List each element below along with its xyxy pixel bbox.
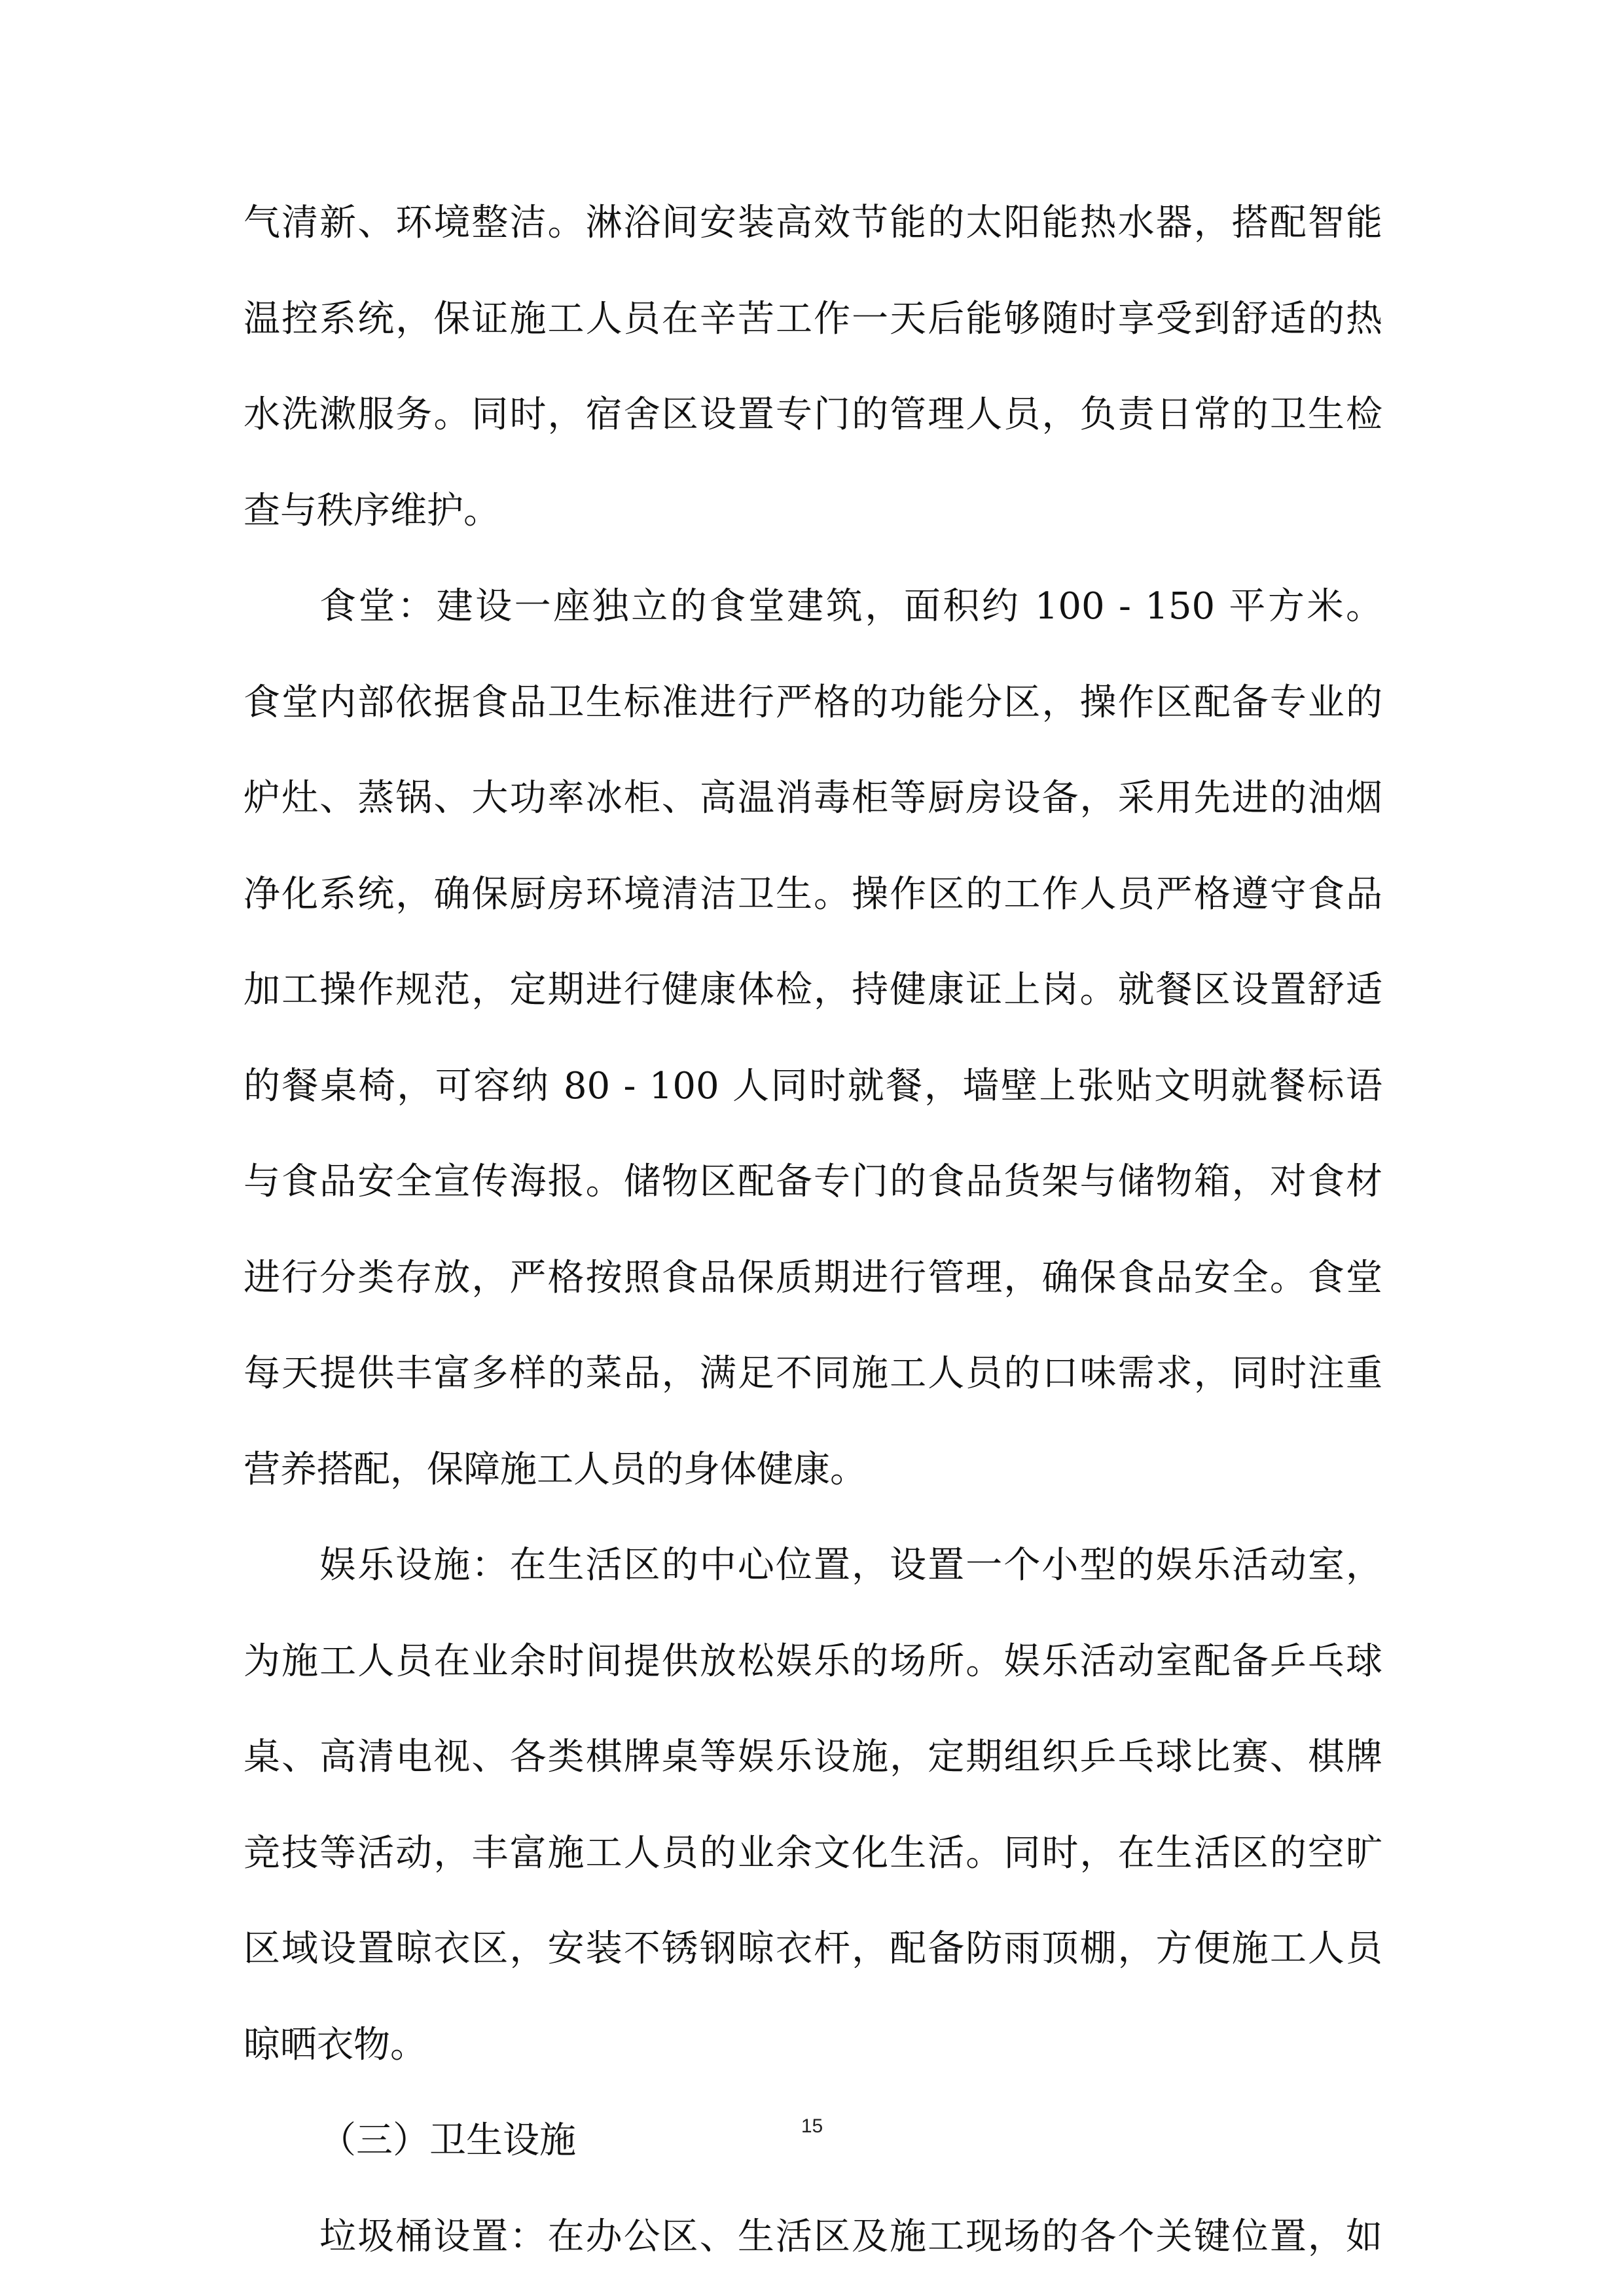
text-line: 炉灶、蒸锅、大功率冰柜、高温消毒柜等厨房设备，采用先进的油烟 (244, 777, 1382, 819)
text-line: 区域设置晾衣区，安装不锈钢晾衣杆，配备防雨顶棚，方便施工人员 (244, 1928, 1382, 1970)
paragraph-start-entertainment: 娱乐设施：在生活区的中心位置，设置一个小型的娱乐活动室， (319, 1544, 1382, 1587)
text-line: 净化系统，确保厨房环境清洁卫生。操作区的工作人员严格遵守食品 (244, 872, 1382, 916)
paragraph-start-canteen: 食堂：建设一座独立的食堂建筑，面积约 100 - 150 平方米。 (319, 585, 1382, 628)
text-line: 气清新、环境整洁。淋浴间安装高效节能的太阳能热水器，搭配智能 (244, 202, 1382, 244)
text-line: 的餐桌椅，可容纳 80 - 100 人同时就餐，墙壁上张贴文明就餐标语 (244, 1064, 1382, 1107)
text-line: 桌、高清电视、各类棋牌桌等娱乐设施，定期组织乒乓球比赛、棋牌 (244, 1736, 1382, 1778)
text-line: 与食品安全宣传海报。储物区配备专门的食品货架与储物箱，对食材 (244, 1160, 1382, 1203)
text-line: 营养搭配，保障施工人员的身体健康。 (244, 1448, 867, 1491)
page-number: 15 (801, 2115, 823, 2137)
text-line: 为施工人员在业余时间提供放松娱乐的场所。娱乐活动室配备乒乓球 (244, 1640, 1382, 1683)
text-line: 竞技等活动，丰富施工人员的业余文化生活。同时，在生活区的空旷 (244, 1831, 1382, 1874)
text-line: 查与秩序维护。 (244, 489, 500, 532)
body-text (244, 175, 1382, 2285)
text-line: 每天提供丰富多样的菜品，满足不同施工人员的口味需求，同时注重 (244, 1352, 1382, 1395)
text-line: 加工操作规范，定期进行健康体检，持健康证上岗。就餐区设置舒适 (244, 969, 1382, 1011)
text-line: 食堂内部依据食品卫生标准进行严格的功能分区，操作区配备专业的 (244, 681, 1382, 724)
text-line: 温控系统，保证施工人员在辛苦工作一天后能够随时享受到舒适的热 (244, 297, 1382, 340)
text-line: 晾晒衣物。 (244, 2023, 427, 2066)
text-line: 水洗漱服务。同时，宿舍区设置专门的管理人员，负责日常的卫生检 (244, 393, 1382, 436)
paragraph-start-trash-bins: 垃圾桶设置：在办公区、生活区及施工现场的各个关键位置，如 (319, 2215, 1382, 2258)
section-heading: （三）卫生设施 (319, 2119, 576, 2162)
text-line: 进行分类存放，严格按照食品保质期进行管理，确保食品安全。食堂 (244, 1256, 1382, 1299)
